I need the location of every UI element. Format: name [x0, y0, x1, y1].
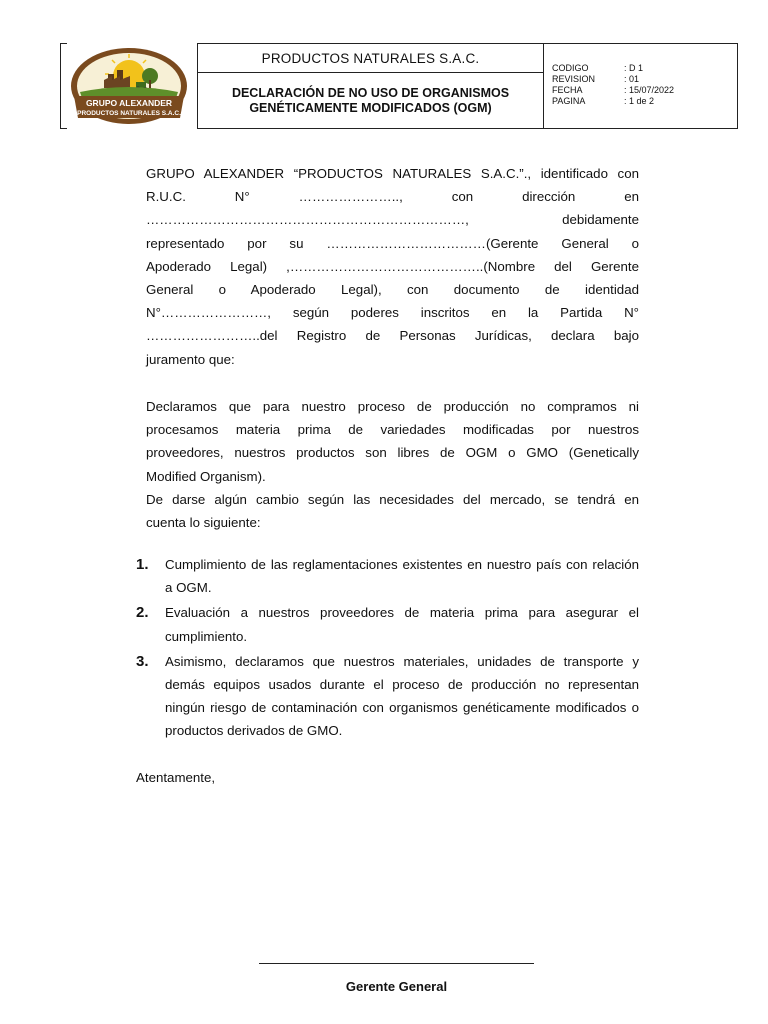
document-title-line2: GENÉTICAMENTE MODIFICADOS (OGM): [249, 101, 492, 115]
closing-text: Atentamente,: [136, 770, 216, 785]
intro-line: R.U.C. N° ………………….., con dirección en: [146, 189, 639, 205]
list-number: 2.: [136, 604, 149, 622]
list-number: 1.: [136, 556, 149, 573]
header-bracket: [60, 43, 67, 129]
meta-row-pagina: [552, 96, 737, 107]
intro-line: General o Apoderado Legal), con documento de identidad: [146, 282, 639, 298]
company-name: PRODUCTOS NATURALES S.A.C.: [198, 44, 543, 73]
list-number: 3.: [136, 652, 149, 670]
statement-line: proveedores, nuestros productos son libres de OGM o GMO (Genetically: [146, 445, 639, 461]
statement-line: Modified Organism).: [146, 468, 266, 484]
document-header: [60, 43, 738, 129]
list-item: [136, 650, 639, 743]
meta-key: PAGINA: [552, 96, 586, 106]
meta-key: REVISION: [552, 74, 596, 84]
statement-paragraph: [146, 395, 639, 534]
intro-paragraph: [146, 162, 639, 371]
statement-line: procesamos materia prima de variedades modificadas por nuestros: [146, 422, 639, 438]
list-item: [136, 553, 639, 599]
document-title: [198, 73, 543, 129]
logo-cell: [60, 43, 197, 129]
list-text: Asimismo, declaramos que nuestros materiales, unidades de transporte y demás equipos usados durante el proceso de producción no representan ningún riesgo de contaminación con organismos genéticamente modificados o productos derivados de GMO.: [165, 653, 639, 739]
logo-text-line2: PRODUCTOS NATURALES S.A.C.: [77, 110, 181, 117]
intro-line: ………………………………………………………………, debidamente: [146, 212, 639, 228]
meta-value: : D 1: [624, 63, 644, 73]
meta-value: : 1 de 2: [624, 96, 655, 106]
intro-line: GRUPO ALEXANDER “PRODUCTOS NATURALES S.A.C.”., identificado con: [146, 166, 639, 181]
statement-line: cuenta lo siguiente:: [146, 515, 261, 531]
signature-line: [259, 963, 534, 964]
requirements-list: [136, 553, 639, 745]
meta-key: FECHA: [552, 85, 583, 95]
meta-row-fecha: [552, 85, 737, 96]
list-item: [136, 601, 639, 647]
list-text: Cumplimiento de las reglamentaciones existentes en nuestro país con relación a OGM.: [165, 557, 639, 596]
title-cell: [197, 43, 544, 129]
meta-row-codigo: [552, 63, 737, 74]
document-title-line1: DECLARACIÓN DE NO USO DE ORGANISMOS: [231, 86, 510, 100]
signature-title: Gerente General: [345, 979, 448, 994]
statement-line: Declaramos que para nuestro proceso de producción no compramos ni: [146, 399, 639, 414]
intro-line: ……………………..del Registro de Personas Jurídicas, declara bajo: [146, 328, 639, 344]
company-logo: [68, 46, 190, 126]
logo-text-line1: GRUPO ALEXANDER: [85, 98, 173, 108]
meta-key: CODIGO: [552, 63, 589, 73]
intro-line: Apoderado Legal) ,……………………………………..(Nombre del Gerente: [146, 258, 639, 274]
intro-line: juramento que:: [146, 351, 235, 367]
statement-line: De darse algún cambio según las necesidades del mercado, se tendrá en: [146, 491, 639, 507]
intro-line: representado por su ………………………………(Gerente General o: [146, 235, 639, 251]
list-text: Evaluación a nuestros proveedores de materia prima para asegurar el cumplimiento.: [165, 605, 639, 644]
meta-value: : 01: [624, 74, 640, 84]
document-meta: [544, 43, 738, 129]
meta-row-revision: [552, 74, 737, 85]
intro-line: N°……………………, según poderes inscritos en la Partida N°: [146, 305, 639, 321]
meta-value: : 15/07/2022: [624, 85, 675, 95]
